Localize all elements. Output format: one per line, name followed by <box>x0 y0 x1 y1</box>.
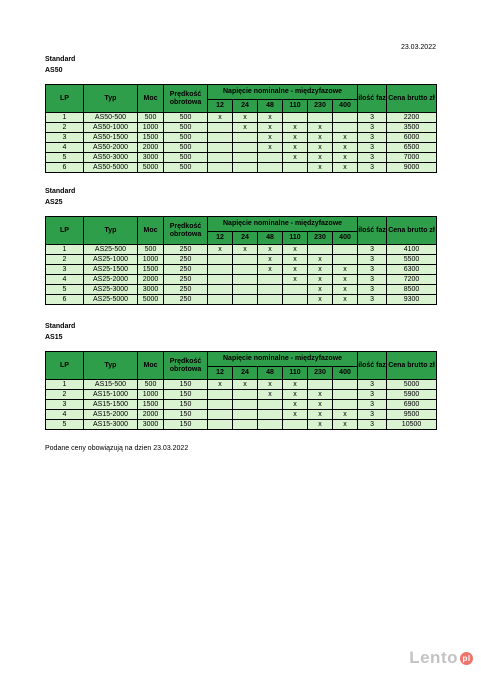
cell-voltage <box>208 275 233 285</box>
cell-phases: 3 <box>358 285 387 295</box>
col-lp-header: LP <box>46 85 84 113</box>
cell-speed: 250 <box>164 275 208 285</box>
cell-price: 5000 <box>387 380 437 390</box>
cell-phases: 3 <box>358 163 387 173</box>
cell-voltage <box>208 265 233 275</box>
cell-voltage: x <box>308 410 333 420</box>
col-voltage-group-header: Napięcie nominalne - międzyfazowe <box>208 352 358 367</box>
cell-voltage: x <box>308 153 333 163</box>
cell-lp: 4 <box>46 143 84 153</box>
cell-moc: 1500 <box>138 133 164 143</box>
cell-moc: 2000 <box>138 143 164 153</box>
cell-voltage: x <box>333 163 358 173</box>
cell-voltage <box>258 420 283 430</box>
header-row <box>46 352 437 367</box>
voltage-header: 48 <box>258 367 283 380</box>
section-as50 <box>45 54 436 173</box>
cell-voltage: x <box>258 255 283 265</box>
cell-voltage <box>258 400 283 410</box>
cell-typ: AS15-1000 <box>84 390 138 400</box>
cell-voltage: x <box>308 275 333 285</box>
table-row <box>46 255 437 265</box>
cell-price: 6300 <box>387 265 437 275</box>
cell-phases: 3 <box>358 143 387 153</box>
section-label: Standard <box>45 323 76 330</box>
cell-voltage: x <box>258 123 283 133</box>
col-speed-header: Prędkość obrotowa <box>164 352 208 380</box>
cell-price: 7200 <box>387 275 437 285</box>
cell-voltage: x <box>258 113 283 123</box>
voltage-header: 110 <box>283 232 308 245</box>
cell-voltage: x <box>308 123 333 133</box>
cell-voltage <box>283 295 308 305</box>
table-row <box>46 133 437 143</box>
col-typ-header: Typ <box>84 352 138 380</box>
cell-voltage <box>208 420 233 430</box>
cell-phases: 3 <box>358 113 387 123</box>
cell-voltage <box>208 133 233 143</box>
cell-voltage: x <box>333 410 358 420</box>
cell-typ: AS50-1500 <box>84 133 138 143</box>
cell-voltage: x <box>233 123 258 133</box>
cell-voltage: x <box>308 265 333 275</box>
cell-voltage <box>308 245 333 255</box>
table-row <box>46 390 437 400</box>
cell-price: 10500 <box>387 420 437 430</box>
cell-voltage: x <box>283 245 308 255</box>
cell-moc: 5000 <box>138 295 164 305</box>
cell-voltage <box>208 123 233 133</box>
table-row <box>46 153 437 163</box>
cell-moc: 1500 <box>138 265 164 275</box>
cell-voltage: x <box>308 420 333 430</box>
cell-typ: AS25-2000 <box>84 275 138 285</box>
cell-voltage <box>208 255 233 265</box>
voltage-header: 24 <box>233 367 258 380</box>
cell-voltage <box>308 113 333 123</box>
cell-price: 5900 <box>387 390 437 400</box>
table-row <box>46 123 437 133</box>
cell-moc: 1500 <box>138 400 164 410</box>
cell-voltage: x <box>283 410 308 420</box>
cell-typ: AS15-2000 <box>84 410 138 420</box>
cell-phases: 3 <box>358 123 387 133</box>
cell-moc: 3000 <box>138 285 164 295</box>
cell-speed: 250 <box>164 295 208 305</box>
cell-phases: 3 <box>358 410 387 420</box>
table-row <box>46 410 437 420</box>
cell-voltage: x <box>208 245 233 255</box>
cell-voltage <box>233 295 258 305</box>
cell-lp: 1 <box>46 113 84 123</box>
cell-voltage: x <box>283 400 308 410</box>
voltage-header: 230 <box>308 232 333 245</box>
watermark-text: Lento <box>409 648 458 667</box>
cell-voltage: x <box>333 153 358 163</box>
cell-moc: 5000 <box>138 163 164 173</box>
cell-lp: 3 <box>46 400 84 410</box>
cell-voltage <box>308 380 333 390</box>
cell-voltage <box>208 285 233 295</box>
cell-voltage: x <box>333 285 358 295</box>
section-model: AS25 <box>45 199 63 206</box>
cell-voltage: x <box>283 390 308 400</box>
table-row <box>46 113 437 123</box>
cell-voltage <box>333 113 358 123</box>
cell-lp: 6 <box>46 163 84 173</box>
voltage-header: 12 <box>208 100 233 113</box>
table-row <box>46 400 437 410</box>
col-voltage-group-header: Napięcie nominalne - międzyfazowe <box>208 85 358 100</box>
cell-voltage: x <box>258 245 283 255</box>
cell-lp: 3 <box>46 265 84 275</box>
cell-lp: 2 <box>46 123 84 133</box>
cell-moc: 1000 <box>138 390 164 400</box>
col-phases-header: ilość faz <box>358 217 387 245</box>
col-price-header: Cena brutto zł <box>387 217 437 245</box>
cell-voltage: x <box>258 380 283 390</box>
cell-phases: 3 <box>358 420 387 430</box>
cell-voltage: x <box>283 123 308 133</box>
watermark-logo <box>409 648 473 668</box>
cell-voltage: x <box>333 133 358 143</box>
cell-voltage: x <box>308 143 333 153</box>
col-typ-header: Typ <box>84 217 138 245</box>
cell-phases: 3 <box>358 275 387 285</box>
cell-voltage: x <box>308 133 333 143</box>
cell-voltage <box>233 265 258 275</box>
cell-typ: AS25-5000 <box>84 295 138 305</box>
cell-voltage: x <box>258 133 283 143</box>
cell-voltage: x <box>233 245 258 255</box>
cell-typ: AS50-500 <box>84 113 138 123</box>
cell-voltage <box>208 153 233 163</box>
cell-lp: 3 <box>46 133 84 143</box>
cell-voltage <box>333 400 358 410</box>
cell-voltage <box>233 133 258 143</box>
cell-voltage: x <box>308 255 333 265</box>
cell-voltage: x <box>308 285 333 295</box>
cell-voltage <box>283 285 308 295</box>
cell-lp: 4 <box>46 275 84 285</box>
voltage-header: 48 <box>258 100 283 113</box>
cell-phases: 3 <box>358 265 387 275</box>
cell-price: 8500 <box>387 285 437 295</box>
voltage-header: 24 <box>233 100 258 113</box>
cell-voltage <box>333 380 358 390</box>
section-model: AS15 <box>45 334 63 341</box>
cell-voltage <box>333 390 358 400</box>
col-typ-header: Typ <box>84 85 138 113</box>
cell-price: 3500 <box>387 123 437 133</box>
cell-voltage <box>233 153 258 163</box>
cell-typ: AS15-3000 <box>84 420 138 430</box>
cell-price: 6500 <box>387 143 437 153</box>
document-date: 23.03.2022 <box>400 44 436 51</box>
col-moc-header: Moc <box>138 85 164 113</box>
cell-voltage <box>233 400 258 410</box>
cell-voltage <box>283 420 308 430</box>
price-validity-note: Podane ceny obowiązują na dzien 23.03.2022 <box>45 445 189 452</box>
table-row <box>46 265 437 275</box>
col-price-header: Cena brutto zł <box>387 352 437 380</box>
cell-voltage <box>233 143 258 153</box>
cell-typ: AS50-2000 <box>84 143 138 153</box>
cell-voltage: x <box>333 275 358 285</box>
cell-voltage <box>258 285 283 295</box>
cell-price: 6000 <box>387 133 437 143</box>
cell-voltage <box>258 275 283 285</box>
section-as25 <box>45 186 436 305</box>
cell-lp: 4 <box>46 410 84 420</box>
cell-phases: 3 <box>358 295 387 305</box>
cell-voltage <box>208 163 233 173</box>
cell-typ: AS25-500 <box>84 245 138 255</box>
col-price-header: Cena brutto zł <box>387 85 437 113</box>
cell-voltage <box>233 390 258 400</box>
cell-voltage: x <box>333 265 358 275</box>
table-row <box>46 163 437 173</box>
voltage-header: 110 <box>283 100 308 113</box>
cell-voltage <box>233 410 258 420</box>
cell-voltage <box>258 295 283 305</box>
cell-voltage: x <box>208 380 233 390</box>
section-as15 <box>45 321 436 430</box>
cell-price: 4100 <box>387 245 437 255</box>
table-row <box>46 245 437 255</box>
cell-voltage <box>233 255 258 265</box>
cell-price: 6900 <box>387 400 437 410</box>
cell-moc: 500 <box>138 113 164 123</box>
col-lp-header: LP <box>46 352 84 380</box>
table-row <box>46 380 437 390</box>
cell-voltage: x <box>233 113 258 123</box>
cell-speed: 150 <box>164 410 208 420</box>
cell-speed: 250 <box>164 265 208 275</box>
cell-voltage: x <box>308 390 333 400</box>
section-label: Standard <box>45 56 76 63</box>
cell-moc: 3000 <box>138 420 164 430</box>
cell-typ: AS25-3000 <box>84 285 138 295</box>
cell-voltage: x <box>308 400 333 410</box>
voltage-header: 400 <box>333 232 358 245</box>
cell-lp: 6 <box>46 295 84 305</box>
cell-typ: AS25-1000 <box>84 255 138 265</box>
cell-price: 9300 <box>387 295 437 305</box>
cell-lp: 1 <box>46 245 84 255</box>
cell-speed: 250 <box>164 245 208 255</box>
cell-lp: 5 <box>46 153 84 163</box>
col-phases-header: ilość faz <box>358 352 387 380</box>
cell-moc: 2000 <box>138 275 164 285</box>
table-row <box>46 143 437 153</box>
cell-voltage <box>283 163 308 173</box>
cell-voltage: x <box>233 380 258 390</box>
cell-voltage <box>233 163 258 173</box>
col-moc-header: Moc <box>138 352 164 380</box>
cell-voltage <box>208 400 233 410</box>
cell-typ: AS50-1000 <box>84 123 138 133</box>
cell-voltage: x <box>283 275 308 285</box>
cell-speed: 500 <box>164 113 208 123</box>
cell-speed: 500 <box>164 123 208 133</box>
cell-voltage: x <box>308 295 333 305</box>
voltage-header: 400 <box>333 367 358 380</box>
cell-voltage <box>258 153 283 163</box>
cell-phases: 3 <box>358 153 387 163</box>
cell-voltage <box>208 410 233 420</box>
table-row <box>46 420 437 430</box>
cell-phases: 3 <box>358 245 387 255</box>
cell-phases: 3 <box>358 133 387 143</box>
cell-speed: 150 <box>164 380 208 390</box>
cell-voltage: x <box>308 163 333 173</box>
cell-moc: 1000 <box>138 123 164 133</box>
cell-voltage <box>333 245 358 255</box>
col-moc-header: Moc <box>138 217 164 245</box>
col-phases-header: ilość faz <box>358 85 387 113</box>
cell-lp: 2 <box>46 390 84 400</box>
cell-lp: 2 <box>46 255 84 265</box>
cell-voltage <box>258 410 283 420</box>
voltage-header: 24 <box>233 232 258 245</box>
cell-voltage: x <box>333 295 358 305</box>
cell-price: 7000 <box>387 153 437 163</box>
cell-voltage <box>208 390 233 400</box>
cell-typ: AS15-500 <box>84 380 138 390</box>
cell-voltage: x <box>208 113 233 123</box>
table-row <box>46 275 437 285</box>
voltage-header: 12 <box>208 367 233 380</box>
cell-lp: 1 <box>46 380 84 390</box>
cell-typ: AS15-1500 <box>84 400 138 410</box>
voltage-header: 12 <box>208 232 233 245</box>
cell-voltage <box>208 143 233 153</box>
cell-voltage <box>258 163 283 173</box>
header-row <box>46 85 437 100</box>
voltage-header: 400 <box>333 100 358 113</box>
cell-moc: 3000 <box>138 153 164 163</box>
cell-voltage: x <box>283 153 308 163</box>
cell-speed: 500 <box>164 153 208 163</box>
price-table <box>45 84 437 173</box>
cell-phases: 3 <box>358 255 387 265</box>
cell-typ: AS50-3000 <box>84 153 138 163</box>
voltage-header: 230 <box>308 367 333 380</box>
cell-speed: 250 <box>164 255 208 265</box>
cell-voltage: x <box>258 143 283 153</box>
section-label: Standard <box>45 188 76 195</box>
cell-speed: 500 <box>164 133 208 143</box>
cell-voltage: x <box>258 390 283 400</box>
cell-voltage <box>333 255 358 265</box>
cell-moc: 1000 <box>138 255 164 265</box>
cell-moc: 2000 <box>138 410 164 420</box>
cell-voltage: x <box>333 143 358 153</box>
cell-speed: 150 <box>164 400 208 410</box>
cell-speed: 150 <box>164 420 208 430</box>
cell-price: 5500 <box>387 255 437 265</box>
col-speed-header: Prędkość obrotowa <box>164 85 208 113</box>
price-table <box>45 351 437 430</box>
table-row <box>46 285 437 295</box>
voltage-header: 110 <box>283 367 308 380</box>
voltage-header: 48 <box>258 232 283 245</box>
cell-speed: 500 <box>164 163 208 173</box>
voltage-header: 230 <box>308 100 333 113</box>
cell-voltage: x <box>283 380 308 390</box>
cell-voltage: x <box>283 133 308 143</box>
cell-voltage: x <box>283 265 308 275</box>
cell-price: 2200 <box>387 113 437 123</box>
cell-voltage <box>208 295 233 305</box>
cell-lp: 5 <box>46 420 84 430</box>
cell-voltage: x <box>283 255 308 265</box>
header-row <box>46 217 437 232</box>
col-speed-header: Prędkość obrotowa <box>164 217 208 245</box>
table-row <box>46 295 437 305</box>
cell-voltage: x <box>283 143 308 153</box>
cell-typ: AS25-1500 <box>84 265 138 275</box>
section-model: AS50 <box>45 67 63 74</box>
watermark-suffix: pl <box>460 652 473 665</box>
cell-moc: 500 <box>138 245 164 255</box>
col-lp-header: LP <box>46 217 84 245</box>
cell-voltage: x <box>333 420 358 430</box>
cell-lp: 5 <box>46 285 84 295</box>
cell-price: 9500 <box>387 410 437 420</box>
cell-speed: 500 <box>164 143 208 153</box>
cell-moc: 500 <box>138 380 164 390</box>
cell-voltage <box>233 285 258 295</box>
cell-voltage <box>233 420 258 430</box>
price-table <box>45 216 437 305</box>
cell-phases: 3 <box>358 380 387 390</box>
cell-price: 9000 <box>387 163 437 173</box>
cell-speed: 250 <box>164 285 208 295</box>
cell-phases: 3 <box>358 400 387 410</box>
cell-voltage <box>283 113 308 123</box>
cell-voltage <box>333 123 358 133</box>
col-voltage-group-header: Napięcie nominalne - międzyfazowe <box>208 217 358 232</box>
cell-voltage: x <box>258 265 283 275</box>
cell-voltage <box>233 275 258 285</box>
cell-typ: AS50-5000 <box>84 163 138 173</box>
cell-speed: 150 <box>164 390 208 400</box>
cell-phases: 3 <box>358 390 387 400</box>
